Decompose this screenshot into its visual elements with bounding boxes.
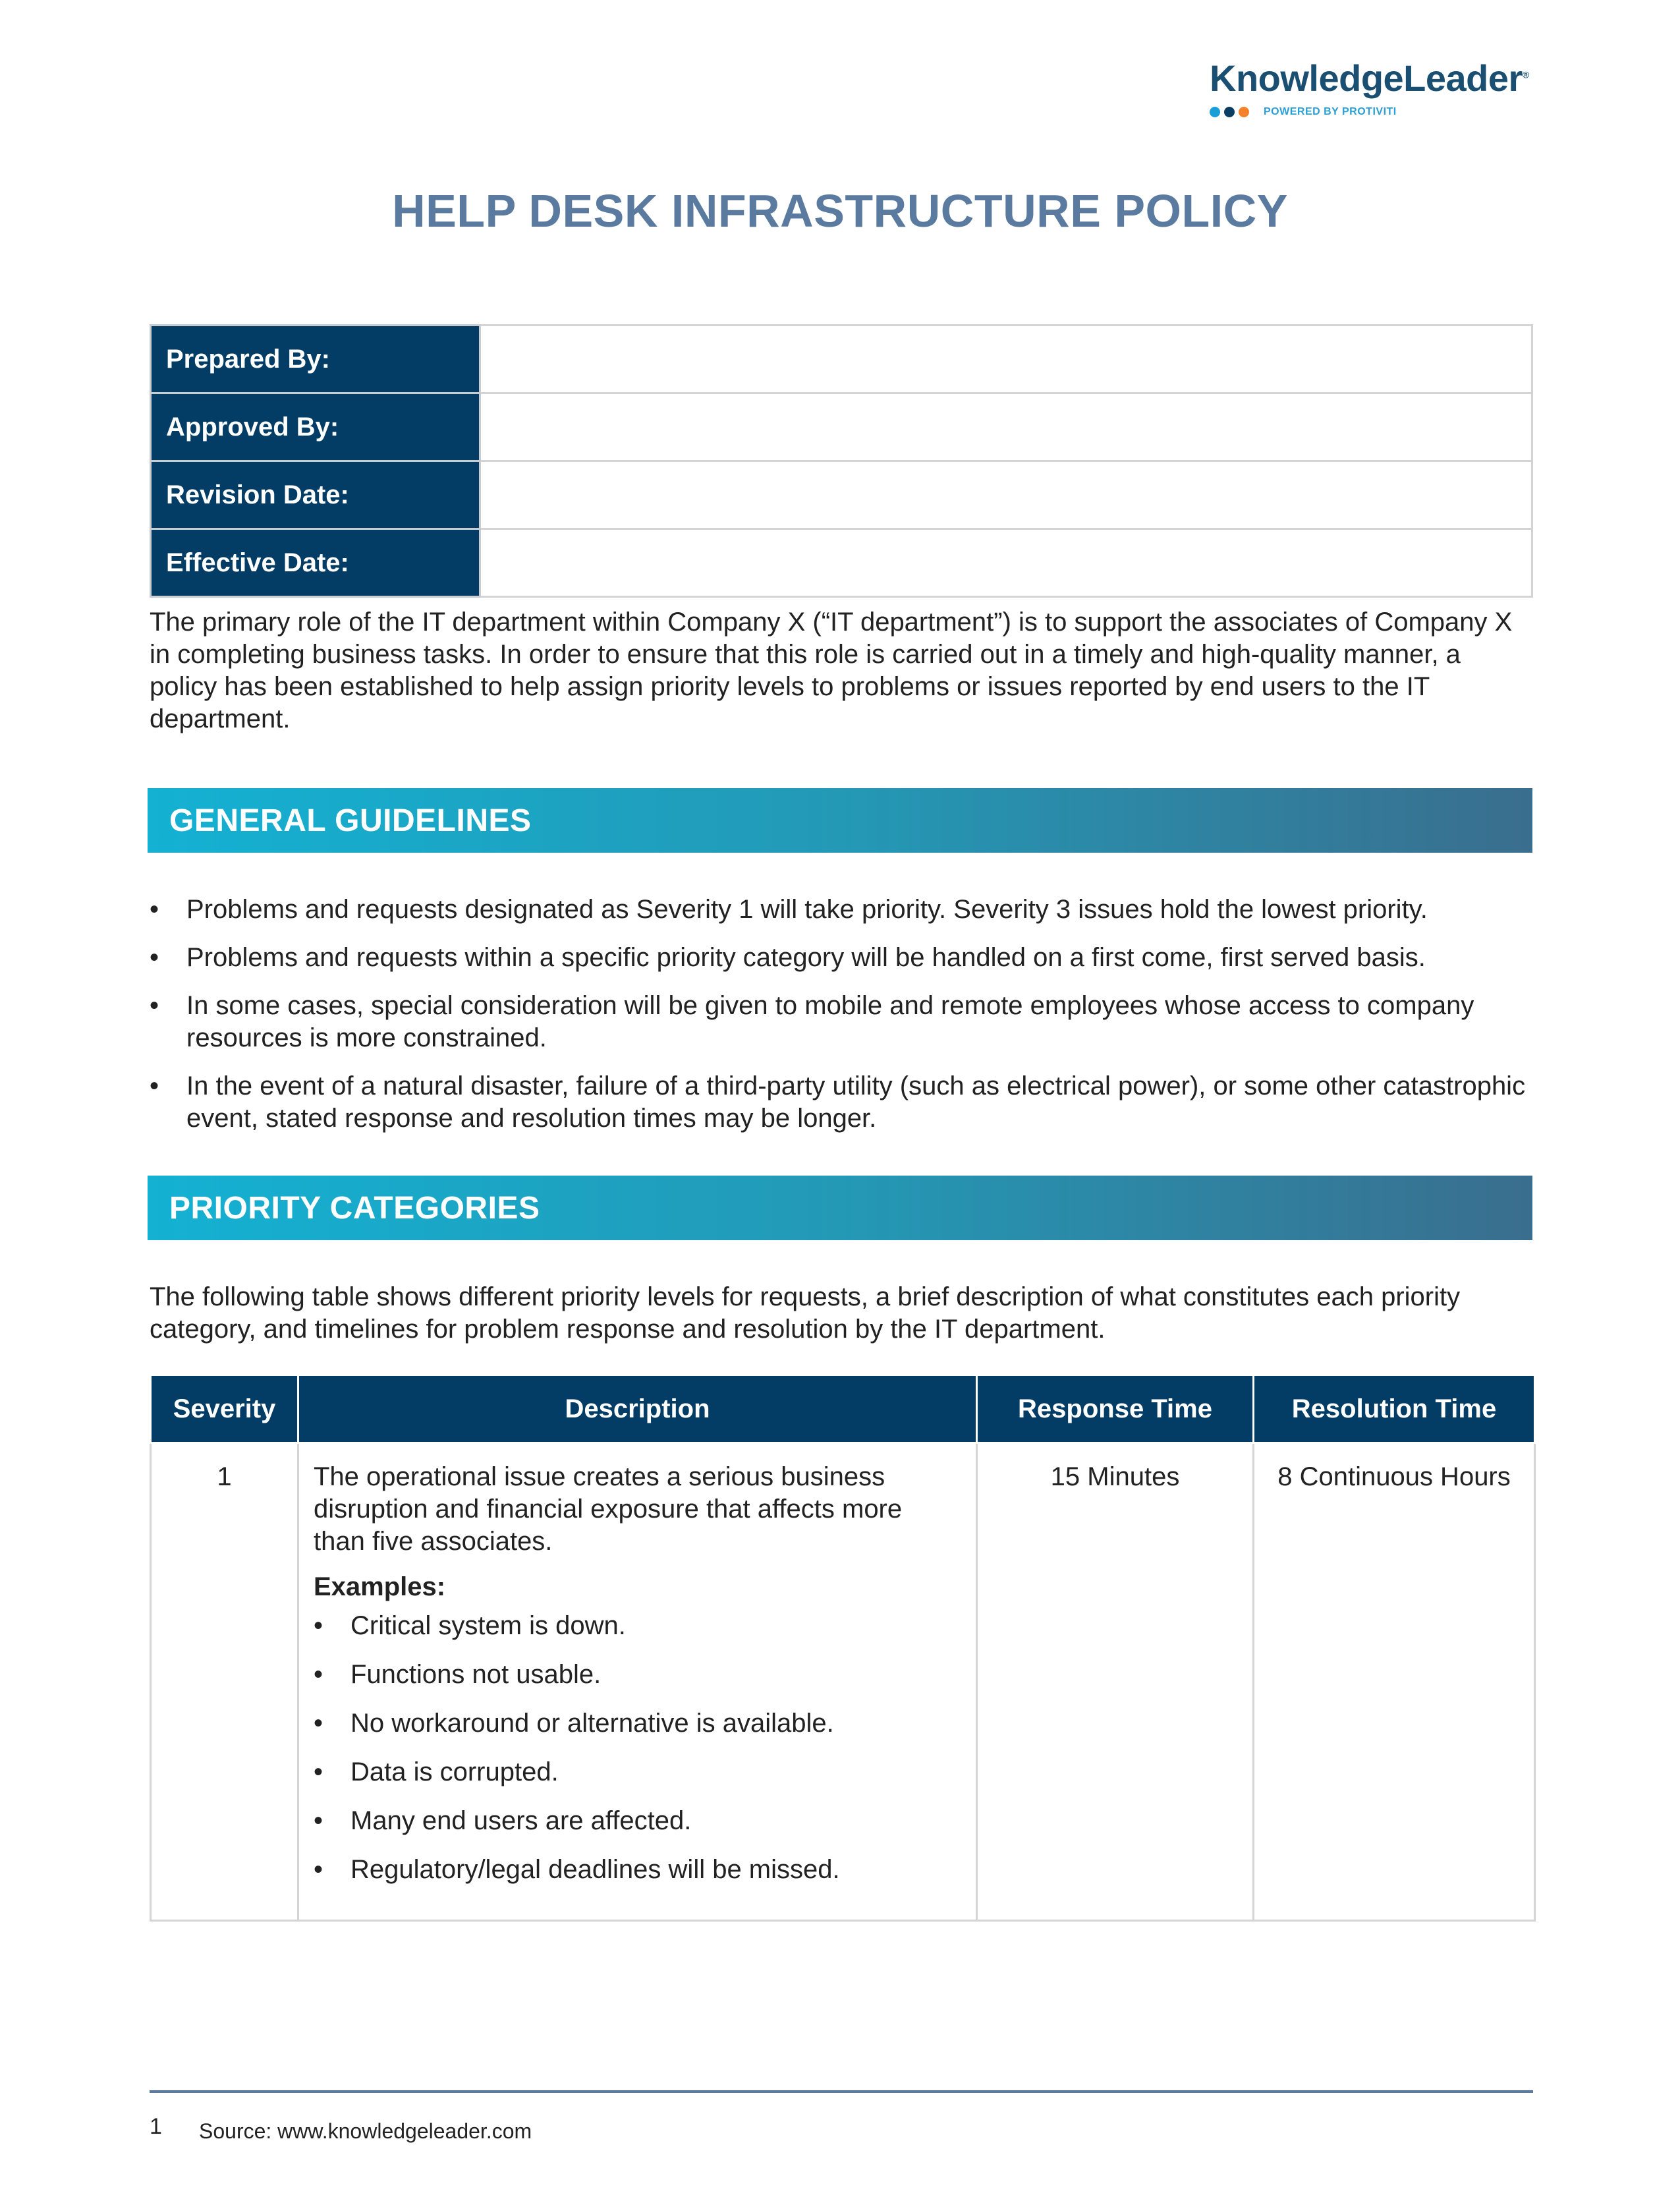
list-item: • Many end users are affected. [314,1805,956,1837]
table-row [151,1443,1535,1921]
page-title: HELP DESK INFRASTRUCTURE POLICY [392,185,1288,237]
logo-dot-blue [1210,107,1220,117]
list-item: • Problems and requests within a specific priority category will be handled on a first come, first served basis. [150,942,1533,974]
effective-date-field[interactable] [480,529,1532,597]
list-item: • In some cases, special consideration will be given to mobile and remote employees whose access to company resources is more constrained. [150,991,1474,1052]
section-header-general [148,788,1532,853]
page-number: 1 [150,2114,162,2139]
section-header-priority [148,1176,1532,1240]
list-item: • In the event of a natural disaster, failure of a third-party utility (such as electrical power), or some other catastrophic event, stated response and resolution times may be longer. [150,1071,1526,1133]
bullet-glyph: • [314,1757,323,1786]
source-link[interactable]: Source: www.knowledgeleader.com [199,2119,532,2143]
severity-cell: 1 [151,1443,298,1921]
list-item: • Regulatory/legal deadlines will be missed. [314,1854,956,1886]
column-header-description: Description [298,1375,977,1443]
bullet-glyph: • [314,1855,323,1884]
column-header-resolution-time: Resolution Time [1254,1375,1535,1443]
logo-dots [1210,107,1249,117]
response-time-cell: 15 Minutes [977,1443,1254,1921]
prepared-by-field[interactable] [480,326,1532,393]
priority-table [150,1374,1536,1922]
section-heading: PRIORITY CATEGORIES [169,1190,540,1226]
description-text: The operational issue creates a serious business disruption and financial exposure that affects more than five associates. [314,1462,903,1556]
logo-tagline: POWERED BY PROTIVITI [1264,106,1397,117]
column-header-severity: Severity [151,1375,298,1443]
section-heading: GENERAL GUIDELINES [169,803,532,838]
registered-mark: ® [1522,69,1529,80]
examples-label: Examples: [314,1572,446,1601]
priority-intro-paragraph: The following table shows different priority levels for requests, a brief description of what constitutes each priority category, and timelines for problem response and resolution by the IT department. [150,1282,1461,1344]
meta-label: Revision Date: [151,461,480,529]
examples-list [314,1610,956,1886]
description-cell [298,1443,977,1921]
bullet-glyph: • [150,895,159,924]
bullet-glyph: • [314,1709,323,1738]
meta-row-revision-date [151,461,1532,529]
table-header-row [151,1375,1535,1443]
logo-dot-navy [1224,107,1235,117]
bullet-glyph: • [150,943,159,972]
meta-label: Effective Date: [151,529,480,597]
list-item: • Critical system is down. [314,1610,956,1642]
knowledgeleader-logo [1210,57,1539,118]
logo-dot-orange [1239,107,1249,117]
footer-divider [150,2090,1533,2093]
bullet-glyph: • [314,1611,323,1640]
intro-paragraph: The primary role of the IT department within Company X (“IT department”) is to support the associates of Company X in completing business tasks. In order to ensure that this role is carried out in a timely and high-quality manner, a policy has been established to help assign priority levels to problems or issues reported by end users to the IT department. [150,608,1513,733]
bullet-glyph: • [314,1660,323,1689]
list-item: • Functions not usable. [314,1659,956,1691]
document-metadata-table [150,324,1533,598]
bullet-glyph: • [314,1806,323,1835]
list-item: • Problems and requests designated as Severity 1 will take priority. Severity 3 issues hold the lowest priority. [150,894,1533,926]
resolution-time-cell: 8 Continuous Hours [1254,1443,1535,1921]
meta-row-prepared-by [151,326,1532,393]
meta-row-approved-by [151,393,1532,461]
revision-date-field[interactable] [480,461,1532,529]
column-header-response-time: Response Time [977,1375,1254,1443]
list-item: • Data is corrupted. [314,1756,956,1788]
bullet-glyph: • [150,991,159,1020]
general-guidelines-list [150,894,1533,1151]
logo-wordmark: KnowledgeLeader [1210,57,1523,99]
approved-by-field[interactable] [480,393,1532,461]
meta-label: Approved By: [151,393,480,461]
list-item: • No workaround or alternative is available. [314,1707,956,1740]
bullet-glyph: • [150,1071,159,1100]
meta-label: Prepared By: [151,326,480,393]
meta-row-effective-date [151,529,1532,597]
